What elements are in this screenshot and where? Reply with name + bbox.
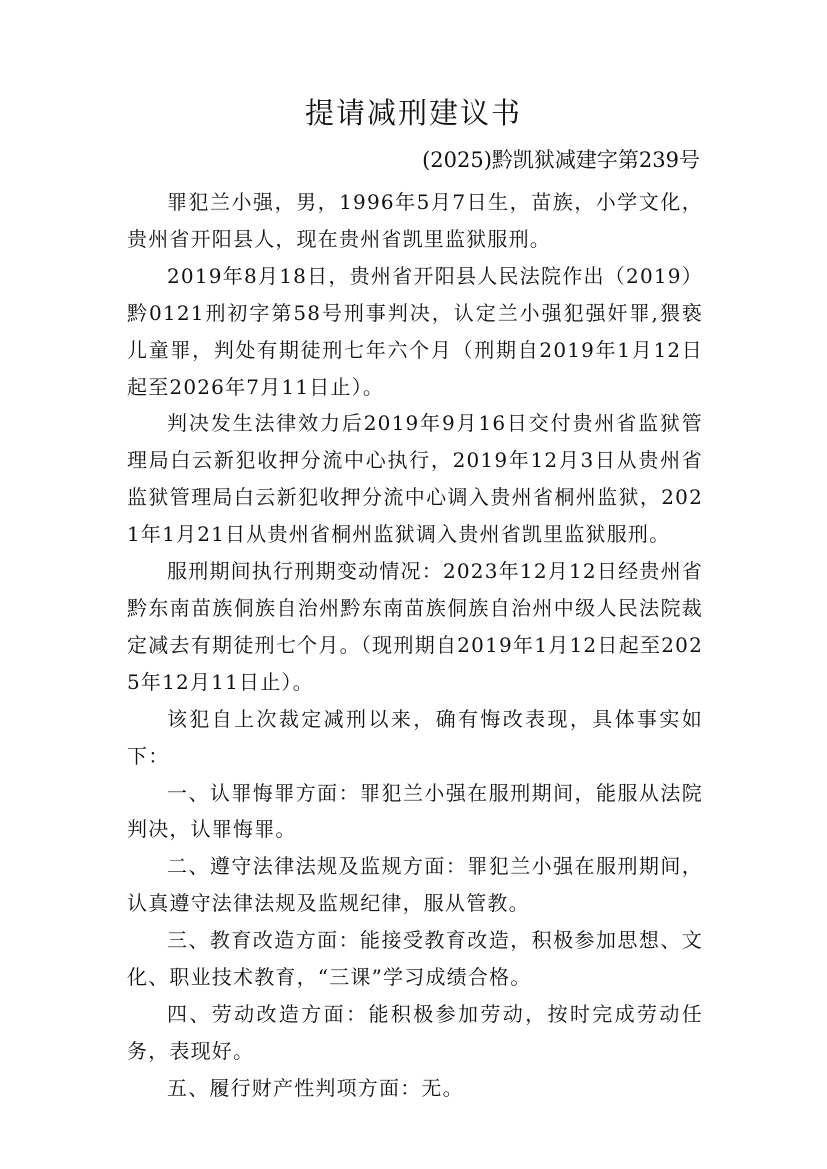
document-number: (2025)黔凯狱减建字第239号 [422,148,700,172]
document-body [127,184,703,1107]
paragraph-original-judgment: 2019年8月18日，贵州省开阳县人民法院作出（2019）黔0121刑初字第58号刑事判决，认定兰小强犯强奸罪,猥亵儿童罪，判处有期徒刑七年六个月（刑期自2019年1月12日起至2026年7月11日止）。 [127,263,703,399]
paragraph-obey-rules: 二、遵守法律法规及监规方面：罪犯兰小强在服刑期间，认真遵守法律法规及监规纪律，服从管教。 [127,854,703,916]
paragraph-labor: 四、劳动改造方面：能积极参加劳动，按时完成劳动任务，表现好。 [127,1001,703,1063]
paragraph-sentence-change: 服刑期间执行刑期变动情况：2023年12月12日经贵州省黔东南苗族侗族自治州黔东南苗族侗族自治州中级人民法院裁定减去有期徒刑七个月。（现刑期自2019年1月12日起至2025年12月11日止）。 [127,559,703,694]
paragraph-criminal-info: 罪犯兰小强，男，1996年5月7日生，苗族，小学文化，贵州省开阳县人，现在贵州省凯里监狱服刑。 [127,190,703,251]
paragraph-repentance-intro: 该犯自上次裁定减刑以来，确有悔改表现，具体事实如下： [127,706,703,768]
paragraph-admit-guilt: 一、认罪悔罪方面：罪犯兰小强在服刑期间，能服从法院判决，认罪悔罪。 [127,780,703,842]
paragraph-education: 三、教育改造方面：能接受教育改造，积极参加思想、文化、职业技术教育，“三课”学习成绩合格。 [127,928,703,990]
paragraph-custody-transfer: 判决发生法律效力后2019年9月16日交付贵州省监狱管理局白云新犯收押分流中心执行，2019年12月3日从贵州省监狱管理局白云新犯收押分流中心调入贵州省桐州监狱，2021年1月21日从贵州省桐州监狱调入贵州省凯里监狱服刑。 [127,411,703,547]
document-title: 提请减刑建议书 [304,96,522,130]
paragraph-property-judgment: 五、履行财产性判项方面：无。 [167,1075,464,1100]
